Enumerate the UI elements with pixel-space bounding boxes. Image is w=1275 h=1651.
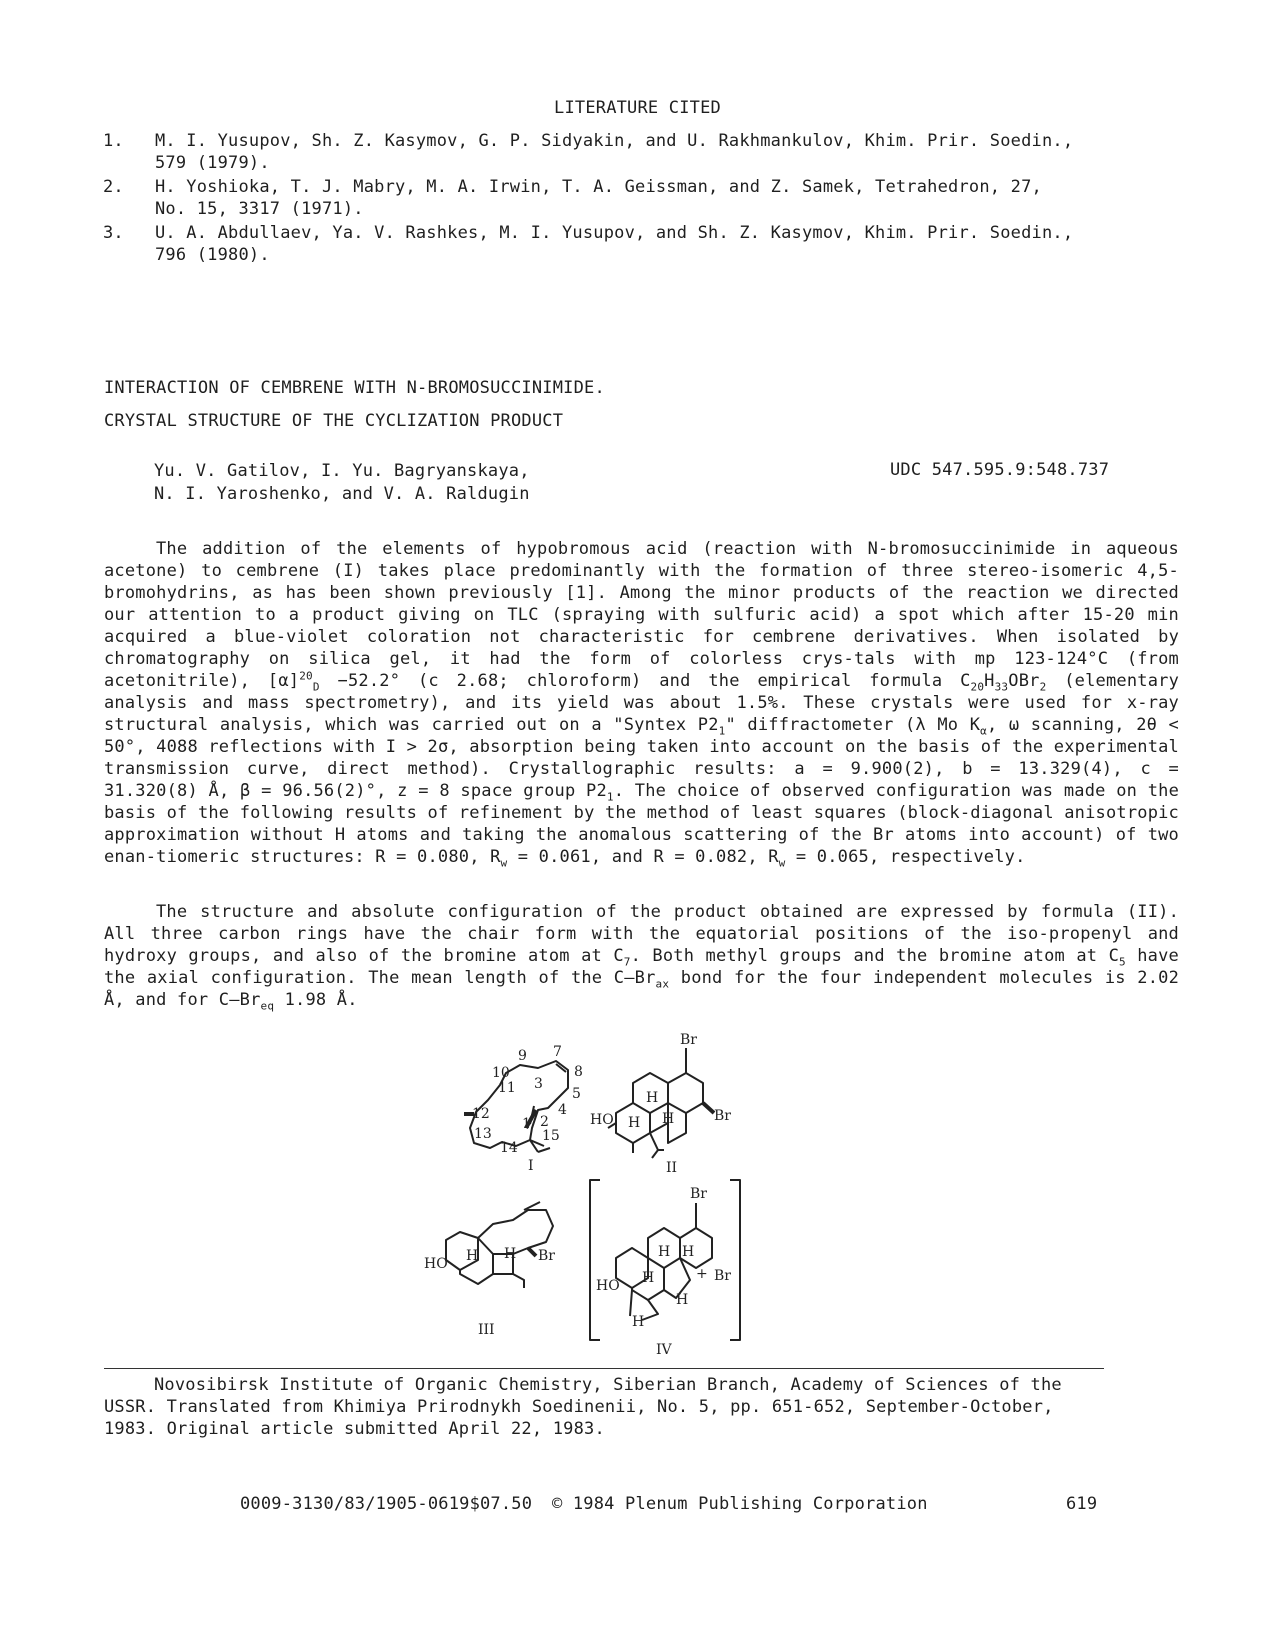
text-run: H	[984, 671, 995, 691]
subscript: 20	[970, 680, 985, 694]
footnote-text: Novosibirsk Institute of Organic Chemistry, Siberian Branch, Academy of Sciences of the USSR. Translated from Khimiya Prirodnykh Soedinenii, No. 5, pp. 651-652, September-October, 1983. Original article submitted April 22, 1983.	[104, 1375, 1062, 1439]
text-run: −52.2° (c 2.68; chloroform) and the empirical formula C	[319, 671, 971, 691]
literature-cited-heading: LITERATURE CITED	[554, 98, 721, 118]
reference-item	[103, 222, 1183, 266]
reference-number: 2.	[103, 177, 124, 197]
reference-line: 579 (1979).	[155, 153, 270, 173]
subscript: 5	[1119, 955, 1126, 969]
author-line: N. I. Yaroshenko, and V. A. Raldugin	[154, 484, 530, 504]
subscript: eq	[260, 999, 275, 1013]
hydrogen-atom: H	[676, 1292, 689, 1308]
body-paragraph-2	[104, 901, 1179, 1011]
hydrogen-atom: H	[628, 1115, 641, 1131]
hydrogen-atom: H	[466, 1248, 479, 1264]
body-paragraph-1	[104, 538, 1179, 868]
atom-number: 11	[498, 1080, 516, 1096]
structure-iii	[424, 1202, 555, 1338]
atom-number: 15	[542, 1128, 560, 1144]
hydrogen-atom: H	[662, 1111, 675, 1127]
reference-line: M. I. Yusupov, Sh. Z. Kasymov, G. P. Sidyakin, and U. Rakhmankulov, Khim. Prir. Soedin.,	[155, 131, 1074, 151]
structure-label: I	[528, 1158, 534, 1174]
atom-number: 14	[500, 1140, 518, 1156]
text-run: . The choice of observed configuration was made on the basis of the following results of refinement by the method of least squares (block-diagonal anisotropic approximation without H atoms and taking the anomalous scattering of the Br atoms into account) of two enan-tiomeric structures: R = 0.080, R	[104, 781, 1180, 867]
subscript: ax	[655, 977, 670, 991]
atom-number: 1	[522, 1116, 531, 1132]
bromine-atom: Br	[714, 1108, 731, 1124]
article-title-line: INTERACTION OF CEMBRENE WITH N-BROMOSUCCINIMIDE.	[104, 378, 605, 398]
reference-item	[103, 130, 1183, 174]
text-run: . Both methyl groups and the bromine atom at C	[630, 946, 1120, 966]
footnote	[104, 1374, 1104, 1440]
hydrogen-atom: H	[504, 1246, 517, 1262]
reference-list	[103, 130, 1183, 268]
reference-number: 3.	[103, 223, 124, 243]
chemical-structures-figure	[418, 1028, 768, 1360]
bromine-atom: Br	[690, 1186, 707, 1202]
subscript: D	[312, 680, 320, 694]
footnote-divider	[104, 1368, 1104, 1369]
atom-number: 5	[572, 1086, 581, 1102]
atom-number: 7	[553, 1044, 562, 1060]
subscript: 1	[718, 724, 726, 738]
structure-label: IV	[656, 1342, 672, 1358]
author-list	[154, 460, 530, 506]
atom-number: 3	[534, 1076, 543, 1092]
atom-number: 13	[474, 1126, 492, 1142]
atom-number: 8	[574, 1064, 583, 1080]
atom-number: 9	[518, 1048, 527, 1064]
text-run: , ω scanning, 2θ < 50°, 4088 reflections with I > 2σ, absorption being taken into account on the basis of the experimental transmission curve, direct method). Crystallographic results: a = 9.900(2), b = 13.329(4), c = 31.320(8) Å, β = 96.56(2)°, z = 8 space group P2	[104, 715, 1179, 801]
text-run: OBr	[1008, 671, 1040, 691]
article-title	[104, 372, 605, 438]
text-run: 1.98 Å.	[274, 990, 358, 1010]
text-run: = 0.061, and R = 0.082, R	[507, 847, 779, 867]
hydroxyl-group: HO	[424, 1256, 448, 1272]
structure-label: III	[478, 1322, 495, 1338]
atom-number: 12	[472, 1106, 490, 1122]
subscript: 2	[1039, 680, 1047, 694]
hydrogen-atom: H	[682, 1244, 695, 1260]
journal-code: 0009-3130/83/1905-0619$07.50	[240, 1494, 533, 1514]
reference-line: U. A. Abdullaev, Ya. V. Rashkes, M. I. Yusupov, and Sh. Z. Kasymov, Khim. Prir. Soedin.,	[155, 223, 1074, 243]
copyright-notice: © 1984 Plenum Publishing Corporation	[552, 1494, 928, 1514]
hydroxyl-group: HO	[596, 1278, 620, 1294]
hydrogen-atom: H	[658, 1244, 671, 1260]
structure-ii	[590, 1032, 731, 1176]
text-run: (elementary analysis and mass spectrometry), and its yield was about 1.5%. These crystals were used for x-ray structural analysis, which was carried out on a "Syntex P2	[104, 671, 1180, 735]
atom-number: 4	[558, 1102, 567, 1118]
subscript: w	[778, 856, 786, 870]
bromine-atom: Br	[680, 1032, 697, 1048]
bromine-atom: Br	[714, 1268, 731, 1284]
text-run: The addition of the elements of hypobromous acid (reaction with N-bromosuccinimide in aqueous acetone) to cembrene (I) takes place predominantly with the formation of three stereo-isomeric 4,5-bromohydrins, as has been shown previously [1]. Among the minor products of the reaction we directed our attention to a product giving on TLC (spraying with sulfuric acid) a spot which after 15-20 min acquired a blue-violet coloration not characteristic for cembrene derivatives. When isolated by chromatography on silica gel, it had the form of colorless crys-tals with mp 123-124°C (from acetonitrile), [α]	[104, 539, 1179, 691]
subscript: α	[980, 724, 987, 738]
atom-number: 2	[540, 1114, 549, 1130]
hydrogen-atom: H	[642, 1270, 655, 1286]
structure-iv	[590, 1180, 740, 1358]
hydroxyl-group: HO	[590, 1112, 614, 1128]
subscript: 33	[994, 680, 1009, 694]
text-run: have the axial configuration. The mean length of the C—Br	[104, 946, 1179, 988]
reference-number: 1.	[103, 131, 124, 151]
hydrogen-atom: H	[632, 1314, 645, 1330]
text-run: bond for the four independent molecules is 2.02 Å, and for C—Br	[104, 968, 1179, 1010]
page-number: 619	[1066, 1494, 1098, 1514]
article-title-line: CRYSTAL STRUCTURE OF THE CYCLIZATION PRODUCT	[104, 411, 564, 431]
charge-plus: +	[696, 1266, 708, 1282]
text-run: The structure and absolute configuration of the product obtained are expressed by formula (II). All three carbon rings have the chair form with the equatorial positions of the iso-propenyl and hydroxy groups, and also of the bromine atom at C	[104, 902, 1179, 966]
udc-code: UDC 547.595.9:548.737	[890, 460, 1110, 480]
subscript: w	[500, 856, 508, 870]
subscript: 1	[606, 790, 614, 804]
structure-i	[464, 1044, 583, 1174]
structure-label: II	[666, 1160, 678, 1176]
author-line: Yu. V. Gatilov, I. Yu. Bagryanskaya,	[154, 461, 530, 481]
superscript: 20	[299, 669, 313, 683]
text-run: " diffractometer (λ Mo K	[725, 715, 981, 735]
reference-line: H. Yoshioka, T. J. Mabry, M. A. Irwin, T. A. Geissman, and Z. Samek, Tetrahedron, 27,	[155, 177, 1042, 197]
bromine-atom: Br	[538, 1248, 555, 1264]
atom-number: 10	[492, 1065, 510, 1081]
reference-line: No. 15, 3317 (1971).	[155, 199, 364, 219]
reference-item	[103, 176, 1183, 220]
hydrogen-atom: H	[646, 1090, 659, 1106]
text-run: = 0.065, respectively.	[785, 847, 1026, 867]
subscript: 7	[623, 955, 631, 969]
reference-line: 796 (1980).	[155, 245, 270, 265]
